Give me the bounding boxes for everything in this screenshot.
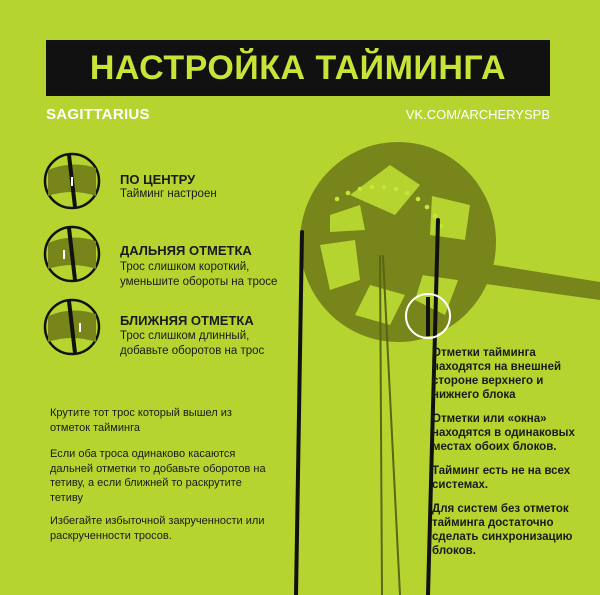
left-note-3: Избегайте избыточной закрученности или раскрученности тросов. — [50, 515, 265, 542]
mark-desc-far: Трос слишком короткий, уменьшите обороты на тросе — [120, 261, 278, 288]
right-note-1: Отметки тайминга находятся на внешней стороне верхнего и нижнего блока — [432, 347, 562, 401]
page-title: НАСТРОЙКА ТАЙМИНГА — [89, 49, 507, 87]
brand-name: SAGITTARIUS — [46, 106, 150, 123]
mark-title-near: БЛИЖНЯЯ ОТМЕТКА — [120, 313, 254, 328]
right-notes — [432, 346, 580, 568]
right-note-4: Для систем без отметок тайминга достаточно сделать синхронизацию блоков. — [432, 503, 573, 557]
mark-title-center: ПО ЦЕНТРУ — [120, 172, 196, 187]
right-note-3: Тайминг есть не на всех системах. — [432, 465, 571, 491]
indicator-icon-far — [45, 227, 99, 281]
mark-desc-center: Тайминг настроен — [120, 188, 217, 200]
mark-title-far: ДАЛЬНЯЯ ОТМЕТКА — [120, 243, 252, 258]
right-note-2: Отметки или «окна» находятся в одинаковых местах обоих блоков. — [432, 413, 575, 453]
timing-mark-callout — [406, 294, 450, 338]
cam-wheel — [300, 142, 496, 342]
indicator-icon-center — [45, 154, 99, 208]
left-note-2: Если оба троса одинаково касаются дальней отметки то добавьте оборотов на тетиву, а если ближней то раскрутите тетиву — [50, 448, 266, 504]
mark-desc-near: Трос слишком длинный, добавьте оборотов на трос — [120, 330, 265, 357]
left-note-1: Крутите тот трос который вышел из отметок тайминга — [50, 407, 232, 434]
site-link[interactable]: VK.COM/ARCHERYSPB — [405, 107, 550, 122]
indicator-icon-near — [45, 300, 99, 354]
